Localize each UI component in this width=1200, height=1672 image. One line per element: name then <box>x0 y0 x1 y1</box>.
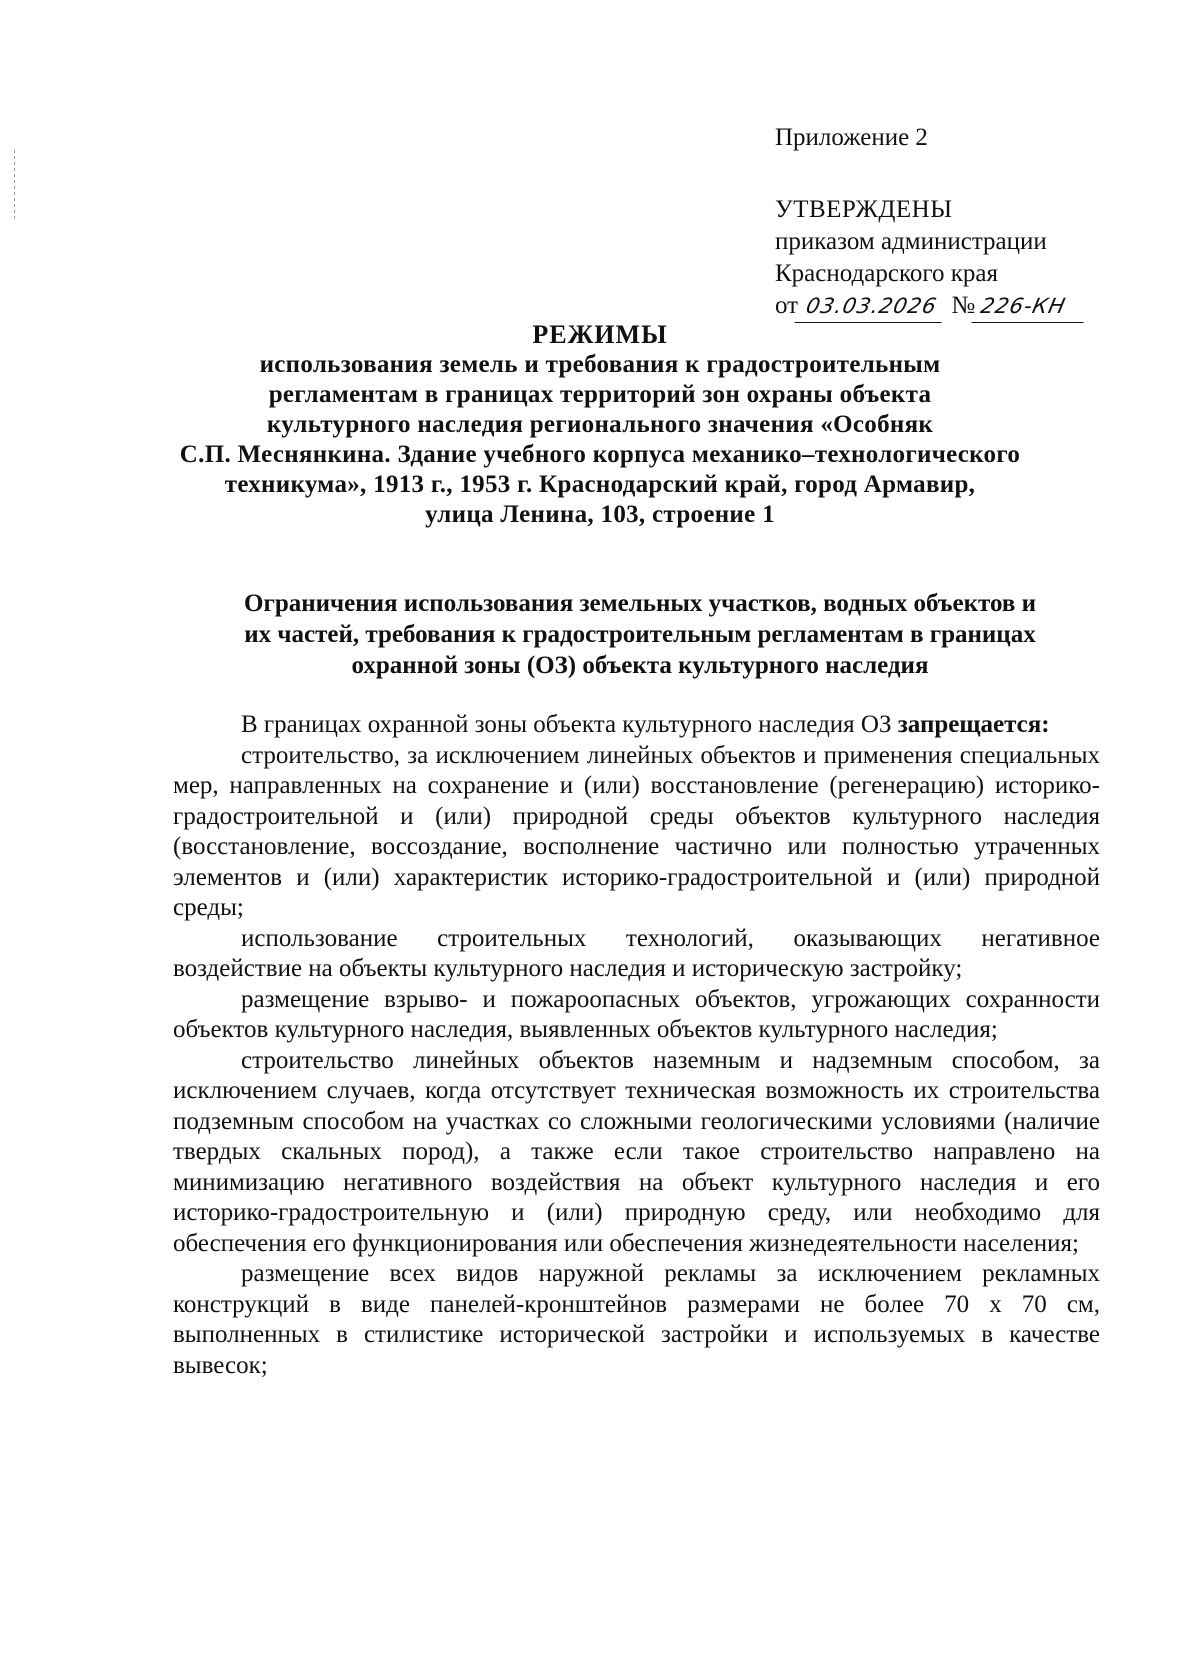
intro-text: В границах охранной зоны объекта культурного наследия ОЗ <box>241 711 892 738</box>
document-title <box>100 320 1100 530</box>
section-line: их частей, требования к градостроительным регламентам в границах <box>244 621 1036 648</box>
section-line: Ограничения использования земельных участков, водных объектов и <box>244 590 1036 617</box>
approval-date-line <box>775 290 1087 323</box>
title-line: использования земель и требования к градостроительным <box>259 351 941 378</box>
handwritten-number: 226-КН <box>972 290 1091 323</box>
scan-margin-mark <box>14 150 15 220</box>
prohibition-item: размещение всех видов наружной рекламы за исключением рекламных конструкций в виде панелей-кронштейнов размерами не более 70 х 70 см, выполненных в стилистике исторической застройки и используемых в качестве вывесок; <box>173 1260 1100 1379</box>
title-heading: РЕЖИМЫ <box>532 320 668 349</box>
approval-line-2: Краснодарского края <box>775 260 998 287</box>
prohibition-item: использование строительных технологий, оказывающих негативное воздействие на объекты культурного наследия и историческую застройку; <box>173 924 1100 982</box>
body-text <box>173 710 1100 1381</box>
section-heading <box>180 588 1100 681</box>
title-line: С.П. Меснянкина. Здание учебного корпуса механико–технологического <box>179 441 1021 468</box>
date-prefix: от <box>775 292 799 319</box>
handwritten-date: 03.03.2026 <box>795 290 949 323</box>
appendix-label: Приложение 2 <box>775 124 928 151</box>
title-line: техникума», 1913 г., 1953 г. Краснодарский край, город Армавир, <box>224 471 976 498</box>
intro-bold-text: запрещается: <box>897 711 1050 738</box>
section-line: охранной зоны (ОЗ) объекта культурного наследия <box>351 652 929 679</box>
title-line: улица Ленина, 103, строение 1 <box>425 501 775 528</box>
title-line: культурного наследия регионального значения «Особняк <box>266 411 934 438</box>
prohibition-item: строительство, за исключением линейных объектов и применения специальных мер, направленных на сохранение и (или) восстановление (регенерацию) историко-градостроительной и (или) природной среды объектов культурного наследия (восстановление, воссоздание, восполнение частично или полностью утраченных элементов и (или) характеристик историко-градостроительной и (или) природной среды; <box>173 741 1100 921</box>
approved-heading: УТВЕРЖДЕНЫ <box>775 196 953 223</box>
number-prefix: № <box>951 292 976 319</box>
intro-paragraph <box>173 710 1100 741</box>
approval-block <box>775 122 1087 323</box>
approval-line-1: приказом администрации <box>775 228 1047 255</box>
prohibition-item: размещение взрыво- и пожароопасных объектов, угрожающих сохранности объектов культурного наследия, выявленных объектов культурного наследия; <box>173 985 1100 1043</box>
title-line: регламентам в границах территорий зон охраны объекта <box>268 381 932 408</box>
prohibition-item: строительство линейных объектов наземным и надземным способом, за исключением случаев, когда отсутствует техническая возможность их строительства подземным способом на участках со сложными геологическими условиями (наличие твердых скальных пород), а также если такое строительство направлено на минимизацию негативного воздействия на объект культурного наследия и его историко-градостроительную и (или) природную среду, или необходимо для обеспечения его функционирования или обеспечения жизнедеятельности населения; <box>173 1046 1100 1257</box>
